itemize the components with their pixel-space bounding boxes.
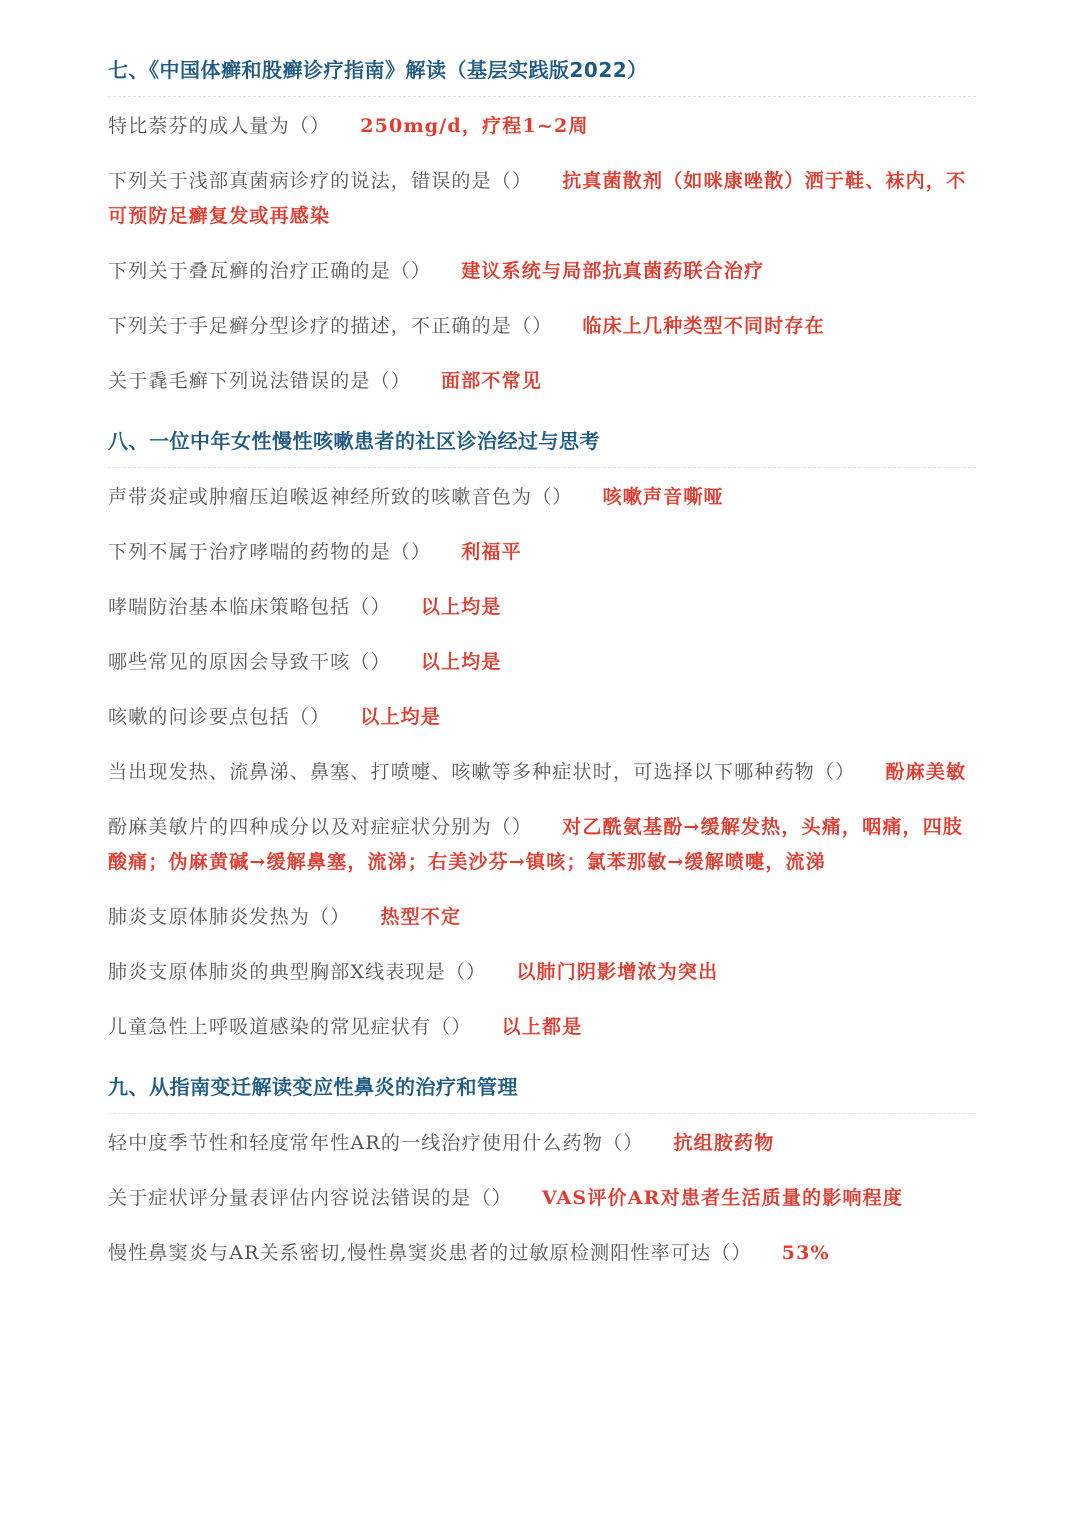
qa-item bbox=[108, 645, 976, 680]
question-text: 酚麻美敏片的四种成分以及对症症状分别为（） bbox=[108, 816, 533, 838]
answer-text: 以肺门阴影增浓为突出 bbox=[516, 961, 719, 983]
question-text: 肺炎支原体肺炎发热为（） bbox=[108, 906, 351, 928]
qa-item bbox=[108, 109, 976, 144]
qa-item bbox=[108, 164, 976, 234]
answer-text: 建议系统与局部抗真菌药联合治疗 bbox=[461, 260, 765, 282]
answer-text: 以上均是 bbox=[360, 706, 442, 728]
answer-text: 53% bbox=[781, 1242, 830, 1264]
question-text: 慢性鼻窦炎与AR关系密切,慢性鼻窦炎患者的过敏原检测阳性率可达（） bbox=[108, 1242, 752, 1264]
question-text: 下列关于叠瓦癣的治疗正确的是（） bbox=[108, 260, 432, 282]
qa-item bbox=[108, 955, 976, 990]
answer-text: 酚麻美敏 bbox=[885, 761, 967, 783]
answer-text: 利福平 bbox=[461, 541, 522, 563]
qa-item bbox=[108, 590, 976, 625]
question-text: 关于症状评分量表评估内容说法错误的是（） bbox=[108, 1187, 513, 1209]
question-text: 咳嗽的问诊要点包括（） bbox=[108, 706, 331, 728]
answer-text: 咳嗽声音嘶哑 bbox=[602, 486, 724, 508]
question-text: 儿童急性上呼吸道感染的常见症状有（） bbox=[108, 1016, 472, 1038]
answer-text: 热型不定 bbox=[380, 906, 462, 928]
answer-text: VAS评价AR对患者生活质量的影响程度 bbox=[542, 1187, 904, 1209]
answer-text: 以上均是 bbox=[420, 651, 502, 673]
question-text: 哮喘防治基本临床策略包括（） bbox=[108, 596, 391, 618]
qa-item bbox=[108, 309, 976, 344]
qa-item bbox=[108, 1126, 976, 1161]
qa-item bbox=[108, 1236, 976, 1271]
section-title: 七、《中国体癣和股癣诊疗指南》解读（基层实践版2022） bbox=[108, 50, 976, 97]
section-title: 八、一位中年女性慢性咳嗽患者的社区诊治经过与思考 bbox=[108, 421, 976, 468]
answer-text: 面部不常见 bbox=[441, 370, 543, 392]
answer-text: 抗组胺药物 bbox=[673, 1132, 775, 1154]
question-text: 哪些常见的原因会导致干咳（） bbox=[108, 651, 391, 673]
qa-item bbox=[108, 364, 976, 399]
question-text: 关于毳毛癣下列说法错误的是（） bbox=[108, 370, 412, 392]
answer-text: 250mg/d，疗程1~2周 bbox=[360, 115, 589, 137]
qa-item bbox=[108, 1181, 976, 1216]
question-text: 下列关于手足癣分型诊疗的描述，不正确的是（） bbox=[108, 315, 553, 337]
answer-text: 抗真菌散剂（如咪康唑散）洒于鞋、袜内，不可预防足癣复发或再感染 bbox=[108, 170, 967, 227]
answer-text: 临床上几种类型不同时存在 bbox=[582, 315, 825, 337]
qa-item bbox=[108, 480, 976, 515]
qa-item bbox=[108, 535, 976, 570]
question-text: 特比萘芬的成人量为（） bbox=[108, 115, 331, 137]
document-page bbox=[108, 50, 976, 1291]
question-text: 当出现发热、流鼻涕、鼻塞、打喷嚏、咳嗽等多种症状时，可选择以下哪种药物（） bbox=[108, 761, 856, 783]
question-text: 轻中度季节性和轻度常年性AR的一线治疗使用什么药物（） bbox=[108, 1132, 644, 1154]
answer-text: 以上都是 bbox=[501, 1016, 583, 1038]
qa-item bbox=[108, 254, 976, 289]
question-text: 下列不属于治疗哮喘的药物的是（） bbox=[108, 541, 432, 563]
qa-item bbox=[108, 755, 976, 790]
section-title: 九、从指南变迁解读变应性鼻炎的治疗和管理 bbox=[108, 1067, 976, 1114]
answer-text: 对乙酰氨基酚→缓解发热，头痛，咽痛，四肢酸痛；伪麻黄碱→缓解鼻塞，流涕；右美沙芬→镇咳；氯苯那敏→缓解喷嚏，流涕 bbox=[108, 816, 964, 873]
qa-item bbox=[108, 810, 976, 880]
answer-text: 以上均是 bbox=[420, 596, 502, 618]
qa-item bbox=[108, 700, 976, 735]
question-text: 肺炎支原体肺炎的典型胸部X线表现是（） bbox=[108, 961, 487, 983]
question-text: 下列关于浅部真菌病诊疗的说法，错误的是（） bbox=[108, 170, 533, 192]
qa-item bbox=[108, 900, 976, 935]
question-text: 声带炎症或肿瘤压迫喉返神经所致的咳嗽音色为（） bbox=[108, 486, 573, 508]
qa-item bbox=[108, 1010, 976, 1045]
